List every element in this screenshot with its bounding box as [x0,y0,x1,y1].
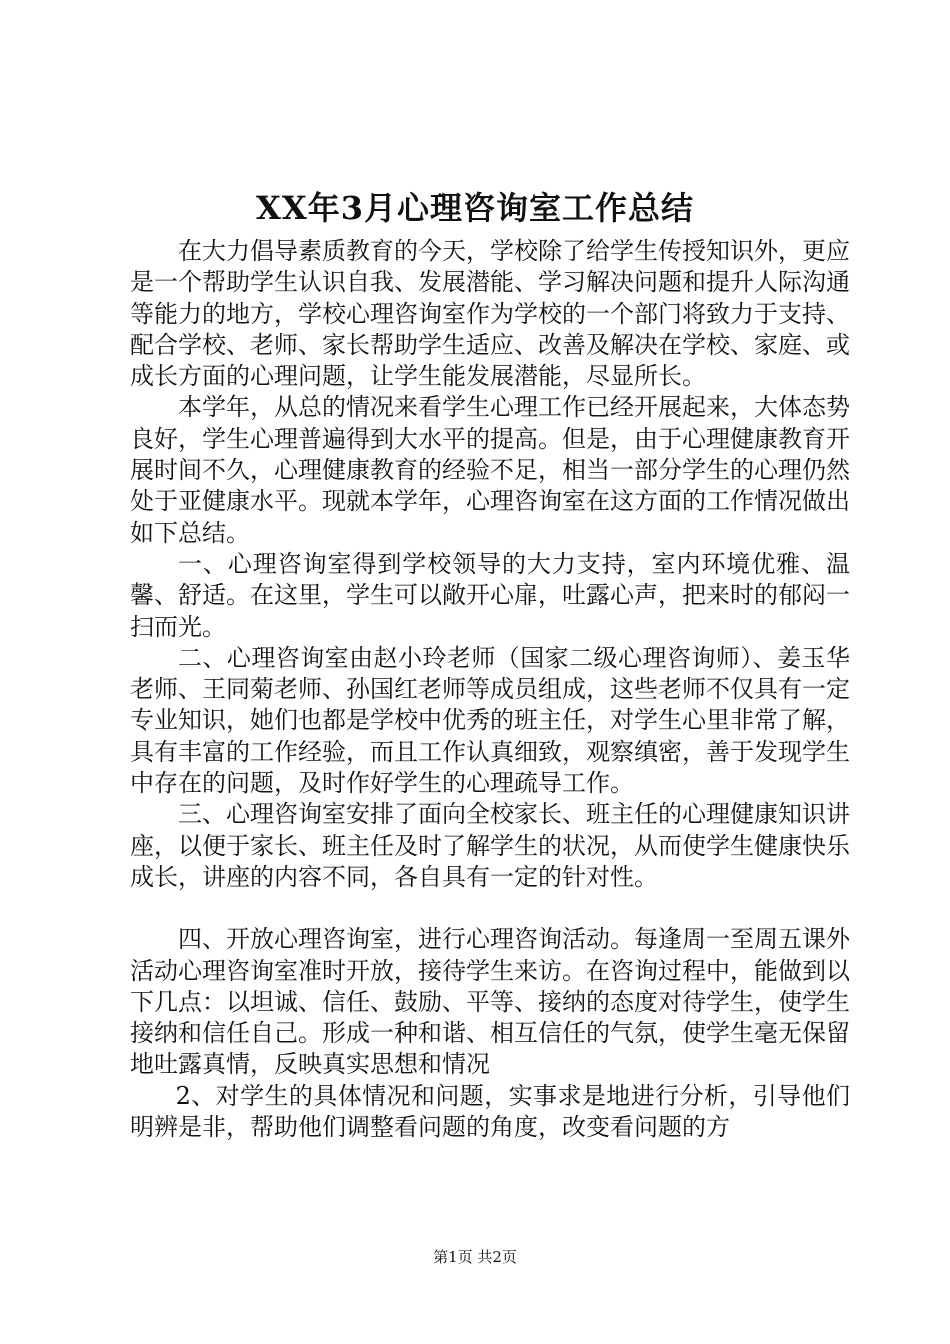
paragraph-section-4: 四、开放心理咨询室，进行心理咨询活动。每逢周一至周五课外活动心理咨询室准时开放，接待学生来访。在咨询过程中，能做到以下几点：以坦诚、信任、鼓励、平等、接纳的态度对待学生，使学生接纳和信任自己。形成一种和谐、相互信任的气氛，使学生毫无保留地吐露真情，反映真实思想和情况 [130,925,850,1079]
paragraph-section-2: 二、心理咨询室由赵小玲老师（国家二级心理咨询师）、姜玉华老师、王同菊老师、孙国红老师等成员组成，这些老师不仅具有一定专业知识，她们也都是学校中优秀的班主任，对学生心里非常了解，具有丰富的工作经验，而且工作认真细致，观察缜密，善于发现学生中存在的问题，及时作好学生的心理疏导工作。 [130,643,850,798]
paragraph-section-4-item-2: 2、对学生的具体情况和问题，实事求是地进行分析，引导他们明辨是非，帮助他们调整看问题的角度，改变看问题的方 [130,1081,850,1142]
document-body [130,236,850,1143]
paragraph-section-3: 三、心理咨询室安排了面向全校家长、班主任的心理健康知识讲座，以便于家长、班主任及时了解学生的状况，从而使学生健康快乐成长，讲座的内容不同，各自具有一定的针对性。 [130,800,850,891]
paragraph-section-1: 一、心理咨询室得到学校领导的大力支持，室内环境优雅、温馨、舒适。在这里，学生可以敞开心扉，吐露心声，把来时的郁闷一扫而光。 [130,549,850,641]
paragraph-overview: 本学年，从总的情况来看学生心理工作已经开展起来，大体态势良好，学生心理普遍得到大水平的提高。但是，由于心理健康教育开展时间不久，心理健康教育的经验不足，相当一部分学生的心理仍然处于亚健康水平。现就本学年，心理咨询室在这方面的工作情况做出如下总结。 [130,393,850,547]
document-title: XX年3月心理咨询室工作总结 [256,189,694,227]
paragraph-intro: 在大力倡导素质教育的今天，学校除了给学生传授知识外，更应是一个帮助学生认识自我、发展潜能、学习解决问题和提升人际沟通等能力的地方，学校心理咨询室作为学校的一个部门将致力于支持、配合学校、老师、家长帮助学生适应、改善及解决在学校、家庭、或成长方面的心理问题，让学生能发展潜能，尽显所长。 [130,237,850,391]
page-footer: 第1页 共2页 [433,1248,517,1266]
